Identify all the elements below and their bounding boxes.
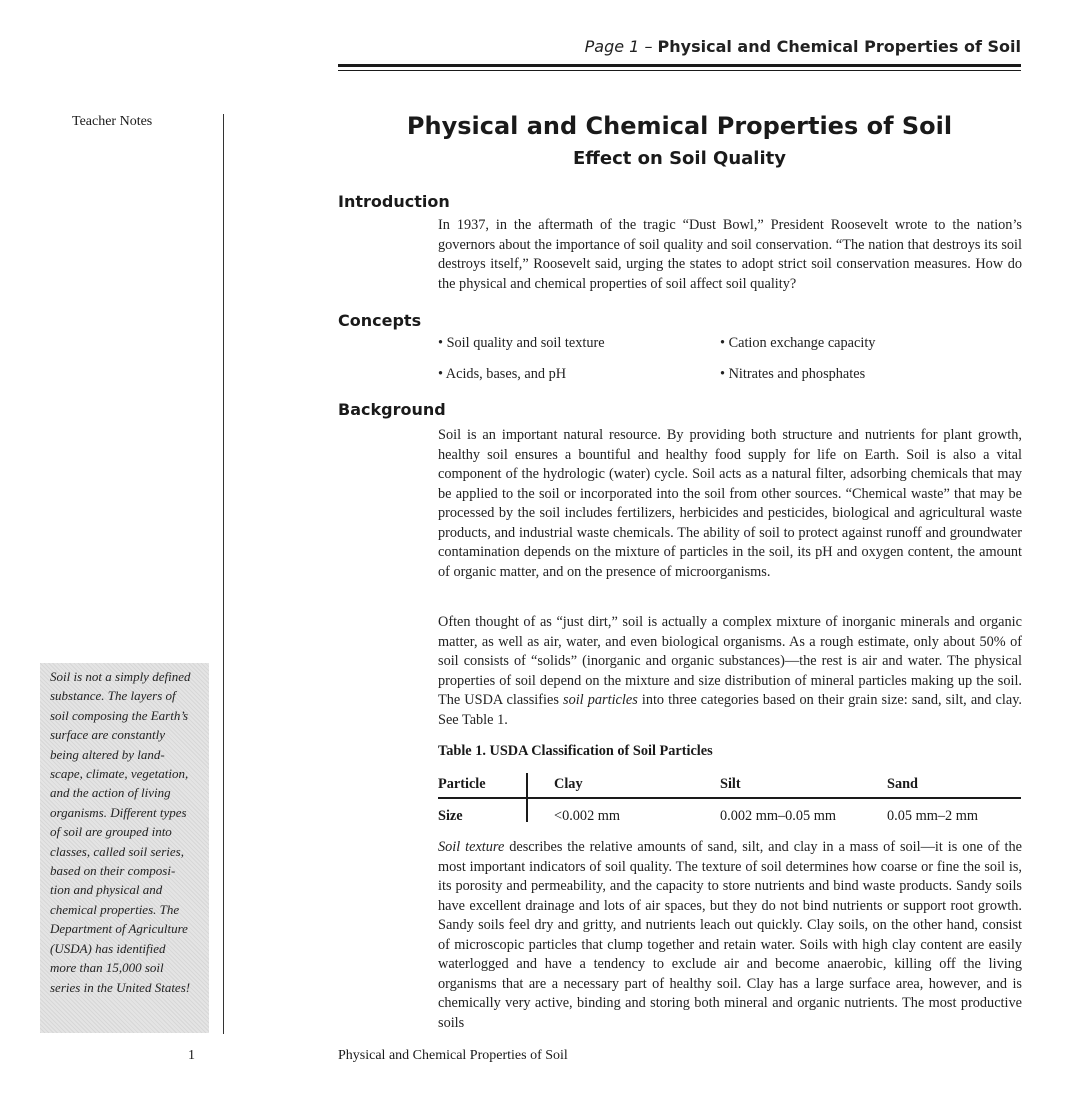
note-line: and the action of living (50, 785, 171, 801)
note-line: of soil are grouped into (50, 824, 172, 840)
table-cell: 0.002 mm–0.05 mm (720, 808, 836, 824)
table-header-cell: Silt (720, 776, 741, 792)
footer-title: Physical and Chemical Properties of Soil (338, 1048, 568, 1063)
note-line: more than 15,000 soil (50, 960, 164, 976)
para3-text: describes the relative amounts of sand, silt, and clay in a mass of soil—it is one of the most important indicators of soil quality. The texture of soil determines how coarse or fine the soil is, its porosity and permeability, and the capacity to store nutrients and bind waste products. Sandy soils have excellent drainage and lots of air spaces, but they do not bind nutrients or support root growth. Sandy soils feel dry and gritty, and nutrients leach out quickly. Clay soils, on the other hand, consist of microscopic particles that clump together and retain water. Soils with high clay content are easily waterlogged and have a tendency to exclude air and become anaerobic, killing off the living organisms that are a necessary part of healthy soil. Clay has a large surface area, however, and is chemically very active, binding and storing both mineral and organic nutrients. The most productive soils (438, 839, 1022, 1031)
header-rule-thin (338, 70, 1021, 71)
page-number: 1 (188, 1048, 195, 1063)
page-subtitle: Effect on Soil Quality (573, 148, 786, 169)
running-header (585, 37, 1021, 56)
note-line: Soil is not a simply defined (50, 669, 191, 684)
table-cell: <0.002 mm (554, 808, 621, 824)
note-line: Department of Agriculture (50, 921, 188, 937)
page-label: Page 1 – (584, 37, 658, 56)
background-paragraph-3 (438, 838, 1022, 1033)
note-line: substance. The layers of (50, 688, 176, 704)
note-line: classes, called soil series, (50, 843, 184, 859)
para3-emphasis: Soil texture (438, 839, 505, 855)
background-paragraph-2 (438, 613, 1022, 730)
concept-item: • Cation exchange capacity (720, 335, 876, 351)
note-line: (USDA) has identified (50, 940, 166, 956)
note-line: organisms. Different types (50, 804, 187, 820)
note-line: chemical properties. The (50, 901, 180, 917)
note-line: tion and physical and (50, 882, 163, 898)
table-cell: 0.05 mm–2 mm (887, 808, 978, 824)
note-line: scape, climate, vegetation, (50, 766, 189, 782)
table-header-cell: Particle (438, 776, 486, 792)
table-column-rule (526, 773, 528, 822)
introduction-heading: Introduction (338, 192, 450, 211)
background-heading: Background (338, 400, 446, 419)
teacher-notes-label: Teacher Notes (72, 114, 153, 129)
concept-item: • Soil quality and soil texture (438, 335, 605, 351)
table-header-cell: Sand (887, 776, 919, 792)
note-line: being altered by land- (50, 746, 165, 762)
table-header-cell: Clay (554, 776, 583, 792)
concept-item: • Acids, bases, and pH (438, 366, 567, 382)
note-line: based on their composi- (50, 863, 176, 879)
table-cell: Size (438, 808, 463, 824)
header-rule-thick (338, 64, 1021, 67)
page-title: Physical and Chemical Properties of Soil (406, 112, 953, 140)
para2-text-a: Often thought of as “just dirt,” soil is actually a complex mixture of inorganic minerals and organic matter, as well as air, water, and even biological organisms. As a rough estimate, only about 50% of soil consists of “solids” (inorganic and organic substances)—the rest is air and water. The physical properties of soil depend on the mixture and size distribution of mineral particles making up the soil. The USDA classifies (438, 614, 1022, 708)
introduction-text: In 1937, in the aftermath of the tragic “Dust Bowl,” President Roosevelt wrote to the nation’s governors about the importance of soil quality and soil conservation. “The nation that destroys its soil destroys itself,” Roosevelt said, urging the states to adopt strict soil conservation measures. How do the physical and chemical properties of soil affect soil quality? (438, 217, 1022, 292)
margin-divider (223, 114, 224, 1034)
para2-text-b: into three categories based on their grain size: sand, silt, and clay. See Table 1. (438, 692, 1022, 728)
note-line: surface are constantly (50, 727, 166, 743)
running-title: Physical and Chemical Properties of Soil (657, 37, 1021, 56)
note-line: soil composing the Earth’s (50, 707, 189, 723)
concepts-heading: Concepts (338, 311, 422, 330)
para2-emphasis: soil particles (563, 692, 638, 708)
note-line: series in the United States! (50, 979, 191, 995)
sidebar-note (40, 663, 209, 1033)
table-caption: Table 1. USDA Classification of Soil Particles (438, 743, 713, 759)
background-paragraph-1: Soil is an important natural resource. By providing both structure and nutrients for plant growth, healthy soil ensures a bountiful and healthy food supply for life on Earth. Soil is also a vital component of the hydrologic (water) cycle. Soil acts as a natural filter, adsorbing chemicals that may be applied to the soil or incorporated into the soil from other sources. “Chemical waste” that may be processed by the soil includes fertilizers, herbicides and pesticides, biological and agricultural waste products, and industrial waste chemicals. The ability of soil to protect against runoff and groundwater contamination depends on the mixture of particles in the soil, its pH and oxygen content, the amount of organic matter, and on the presence of microorganisms. (438, 427, 1022, 580)
concept-item: • Nitrates and phosphates (720, 366, 866, 382)
